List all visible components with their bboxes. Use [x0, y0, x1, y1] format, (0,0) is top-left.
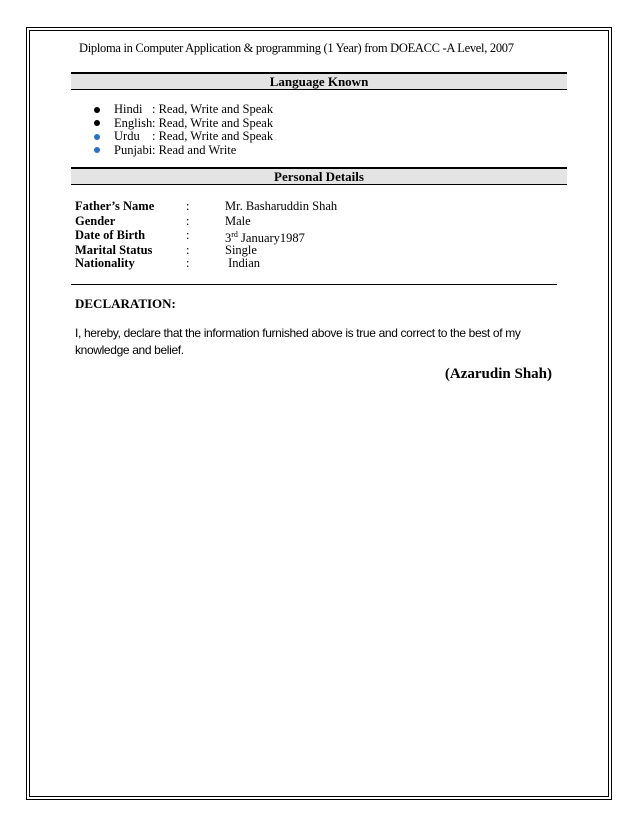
bullet-icon	[94, 120, 100, 126]
detail-colon: :	[186, 213, 190, 228]
list-item	[94, 103, 273, 117]
dob-rest: January1987	[237, 231, 305, 246]
detail-value: Male	[225, 213, 251, 228]
list-item	[94, 144, 273, 158]
language-ability: : Read, Write and Speak	[152, 115, 274, 130]
detail-colon: :	[186, 242, 190, 257]
diploma-line: Diploma in Computer Application & programming (1 Year) from DOEACC -A Level, 2007	[79, 41, 514, 55]
detail-value: Indian	[225, 256, 261, 270]
detail-colon: :	[186, 199, 190, 213]
detail-colon: :	[186, 228, 190, 242]
personal-section-header: Personal Details	[71, 167, 567, 185]
dob-suffix: rd	[231, 230, 238, 239]
detail-row-nationality	[75, 257, 375, 270]
bullet-icon	[94, 147, 100, 153]
detail-value: Single	[225, 242, 257, 257]
language-list	[94, 103, 273, 157]
language-ability: : Read, Write and Speak	[152, 129, 274, 143]
language-name: Urdu	[114, 129, 140, 143]
detail-row-father	[75, 199, 375, 214]
bullet-icon	[94, 107, 100, 113]
detail-row-dob	[75, 228, 375, 246]
language-name: English	[114, 115, 153, 130]
detail-label: Date of Birth	[75, 228, 146, 242]
language-name: Punjabi	[114, 142, 153, 157]
detail-label: Nationality	[75, 256, 135, 270]
detail-label: Marital Status	[75, 242, 153, 257]
detail-row-marital	[75, 243, 375, 258]
detail-label: Gender	[75, 213, 116, 228]
declaration-text: I, hereby, declare that the information furnished above is true and correct to the best of my knowledge and belief.	[75, 326, 521, 357]
language-ability: : Read, Write and Speak	[152, 102, 274, 116]
dob-day: 3	[225, 231, 232, 246]
detail-colon: :	[186, 256, 190, 270]
list-item	[94, 117, 273, 131]
declaration-title: DECLARATION:	[75, 296, 176, 311]
list-item	[94, 130, 273, 144]
detail-value: Mr. Basharuddin Shah	[225, 199, 338, 213]
personal-details-table	[75, 199, 375, 270]
signature-name: (Azarudin Shah)	[444, 366, 552, 382]
language-ability: : Read and Write	[152, 142, 237, 157]
language-name: Hindi	[114, 102, 143, 116]
language-section-header: Language Known	[71, 72, 567, 90]
bullet-icon	[94, 134, 100, 140]
detail-label: Father’s Name	[75, 199, 155, 213]
detail-row-gender	[75, 214, 375, 229]
section-divider	[71, 284, 557, 285]
